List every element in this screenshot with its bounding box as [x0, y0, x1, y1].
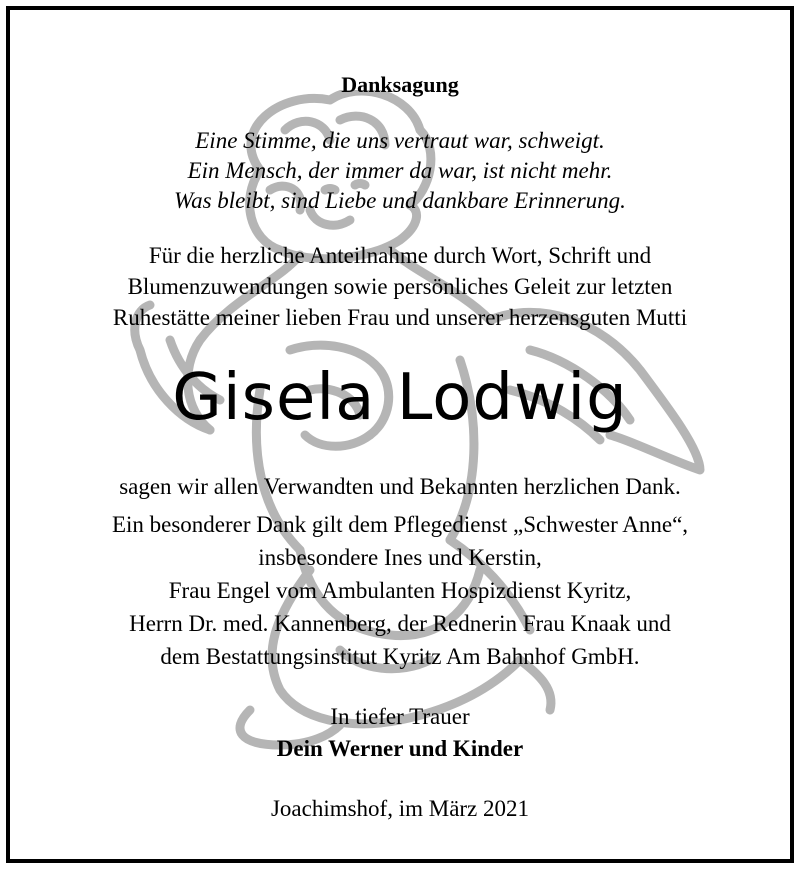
notice-heading: Danksagung	[341, 72, 459, 97]
special-thanks-line: Frau Engel vom Ambulanten Hospizdienst Kyritz,	[168, 578, 632, 603]
special-thanks-line: Ein besonderer Dank gilt dem Pflegedienst „Schwester Anne“,	[111, 512, 689, 537]
special-thanks-line: Herrn Dr. med. Kannenberg, der Rednerin Frau Knaak und	[129, 611, 671, 636]
intro-line: Ruhestätte meiner lieben Frau und unserer herzensguten Mutti	[112, 305, 688, 330]
intro-line: Blumenzuwendungen sowie persönliches Geleit zur letzten	[127, 274, 673, 299]
poem-line: Was bleibt, sind Liebe und dankbare Erinnerung.	[174, 188, 626, 213]
poem-line: Eine Stimme, die uns vertraut war, schweigt.	[195, 128, 605, 153]
place-date: Joachimshof, im März 2021	[270, 796, 530, 821]
poem-line: Ein Mensch, der immer da war, ist nicht mehr.	[187, 158, 613, 183]
special-thanks-line: dem Bestattungsinstitut Kyritz Am Bahnhof GmbH.	[160, 644, 640, 669]
deceased-name: Gisela Lodwig	[172, 361, 628, 435]
mourning-phrase: In tiefer Trauer	[330, 704, 470, 729]
thanks-line: sagen wir allen Verwandten und Bekannten herzlichen Dank.	[119, 474, 681, 499]
notice-frame	[6, 6, 794, 863]
signature: Dein Werner und Kinder	[276, 736, 524, 761]
intro-line: Für die herzliche Anteilnahme durch Wort, Schrift und	[148, 243, 652, 268]
notice-content	[10, 10, 790, 859]
special-thanks-line: insbesondere Ines und Kerstin,	[258, 545, 542, 570]
